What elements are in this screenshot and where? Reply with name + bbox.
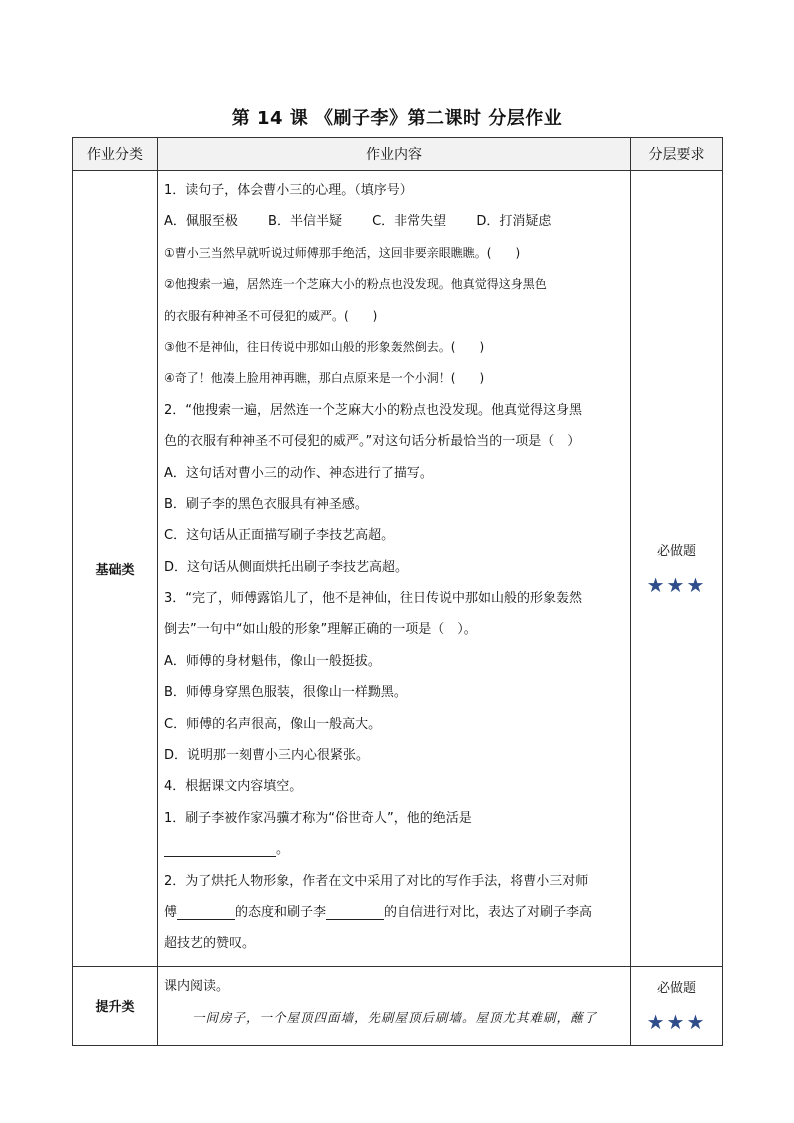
table-row-advanced — [73, 966, 723, 1045]
content-basic — [158, 171, 631, 967]
q1-item-1: ①曹小三当然早就听说过师傅那手绝活，这回非要亲眼瞧瞧。( ) — [164, 245, 521, 260]
header-content: 作业内容 — [158, 138, 631, 171]
difficulty-stars: ★★★ — [646, 1010, 707, 1035]
q1-item-3: ③他不是神仙，往日传说中那如山般的形象轰然倒去。( ) — [164, 339, 485, 354]
q1-option-c: C．非常失望 — [372, 214, 447, 230]
q2-option-a: A．这句话对曹小三的动作、神态进行了描写。 — [164, 465, 433, 481]
header-requirement: 分层要求 — [631, 138, 723, 171]
q4-sub2-b3: 的自信进行对比，表达了对刷子李高 — [384, 904, 593, 920]
q4-sub1-end: 。 — [276, 842, 290, 858]
q4-stem: 4．根据课文内容填空。 — [164, 779, 303, 795]
requirement-label: 必做题 — [656, 981, 696, 997]
q4-sub2-b1: 傅 — [164, 904, 178, 920]
q1-stem: 1．读句子，体会曹小三的心理。（填序号） — [164, 183, 413, 198]
q4-sub1-blank-line — [164, 834, 625, 865]
q2-option-d: D．这句话从侧面烘托出刷子李技艺高超。 — [164, 559, 409, 575]
answer-blank-1[interactable] — [164, 842, 276, 857]
q4-sub2-b2: 的态度和刷子李 — [235, 904, 327, 920]
header-category: 作业分类 — [73, 138, 158, 171]
q3-option-b: B．师傅身穿黑色服装，很像山一样黝黑。 — [164, 685, 407, 701]
table-row-basic — [73, 171, 723, 967]
homework-table — [72, 137, 723, 1046]
q4-sub2-b — [164, 897, 625, 928]
q3-stem-1: 3．“完了，师傅露馅儿了，他不是神仙，往日传说中那如山般的形象轰然 — [164, 591, 583, 607]
q1-item-2a: ②他搜索一遍，居然连一个芝麻大小的粉点也没发现。他真觉得这身黑色 — [164, 277, 547, 292]
q3-option-a: A．师傅的身材魁伟，像山一般挺拔。 — [164, 653, 381, 669]
q2-option-c: C．这句话从正面描写刷子李技艺高超。 — [164, 528, 395, 544]
q1-option-a: A．佩服至极 — [164, 214, 238, 230]
requirement-basic — [631, 171, 723, 967]
q2-stem-2: 色的衣服有种神圣不可侵犯的威严。”对这句话分析最恰当的一项是（ ） — [164, 434, 581, 450]
requirement-label: 必做题 — [656, 543, 696, 559]
category-basic: 基础类 — [73, 171, 158, 967]
q1-item-4: ④奇了！他凑上脸用神再瞧，那白点原来是一个小洞！( ) — [164, 371, 485, 386]
page-title: 第 14 课 《刷子李》第二课时 分层作业 — [231, 108, 563, 129]
q1-option-b: B．半信半疑 — [268, 214, 342, 230]
q2-option-b: B．刷子李的黑色衣服具有神圣感。 — [164, 496, 368, 512]
q3-option-d: D．说明那一刻曹小三内心很紧张。 — [164, 748, 370, 764]
category-advanced: 提升类 — [73, 966, 158, 1045]
answer-blank-3[interactable] — [326, 905, 384, 920]
requirement-advanced — [631, 966, 723, 1045]
q3-stem-2: 倒去”一句中“如山般的形象”理解正确的一项是（ ）。 — [164, 622, 477, 638]
q1-options — [164, 206, 625, 237]
content-advanced — [158, 966, 631, 1045]
q4-sub1: 1．刷子李被作家冯骥才称为“俗世奇人”，他的绝活是 — [164, 810, 472, 826]
difficulty-stars: ★★★ — [646, 572, 707, 597]
table-header-row — [73, 138, 723, 171]
q4-sub2-a: 2．为了烘托人物形象，作者在文中采用了对比的写作手法，将曹小三对师 — [164, 873, 589, 889]
q1-item-2b: 的衣服有种神圣不可侵犯的威严。( ) — [164, 308, 378, 323]
reading-intro: 课内阅读。 — [164, 978, 230, 994]
reading-passage: 一间房子，一个屋顶四面墙，先刷屋顶后刷墙。屋顶尤其难刷，蘸了 — [192, 1010, 598, 1026]
q1-option-d: D．打消疑虑 — [476, 214, 552, 230]
answer-blank-2[interactable] — [177, 905, 235, 920]
q3-option-c: C．师傅的名声很高，像山一般高大。 — [164, 716, 382, 732]
q2-stem-1: 2．“他搜索一遍，居然连一个芝麻大小的粉点也没发现。他真觉得这身黑 — [164, 402, 583, 418]
q4-sub2-c: 超技艺的赞叹。 — [164, 936, 256, 952]
